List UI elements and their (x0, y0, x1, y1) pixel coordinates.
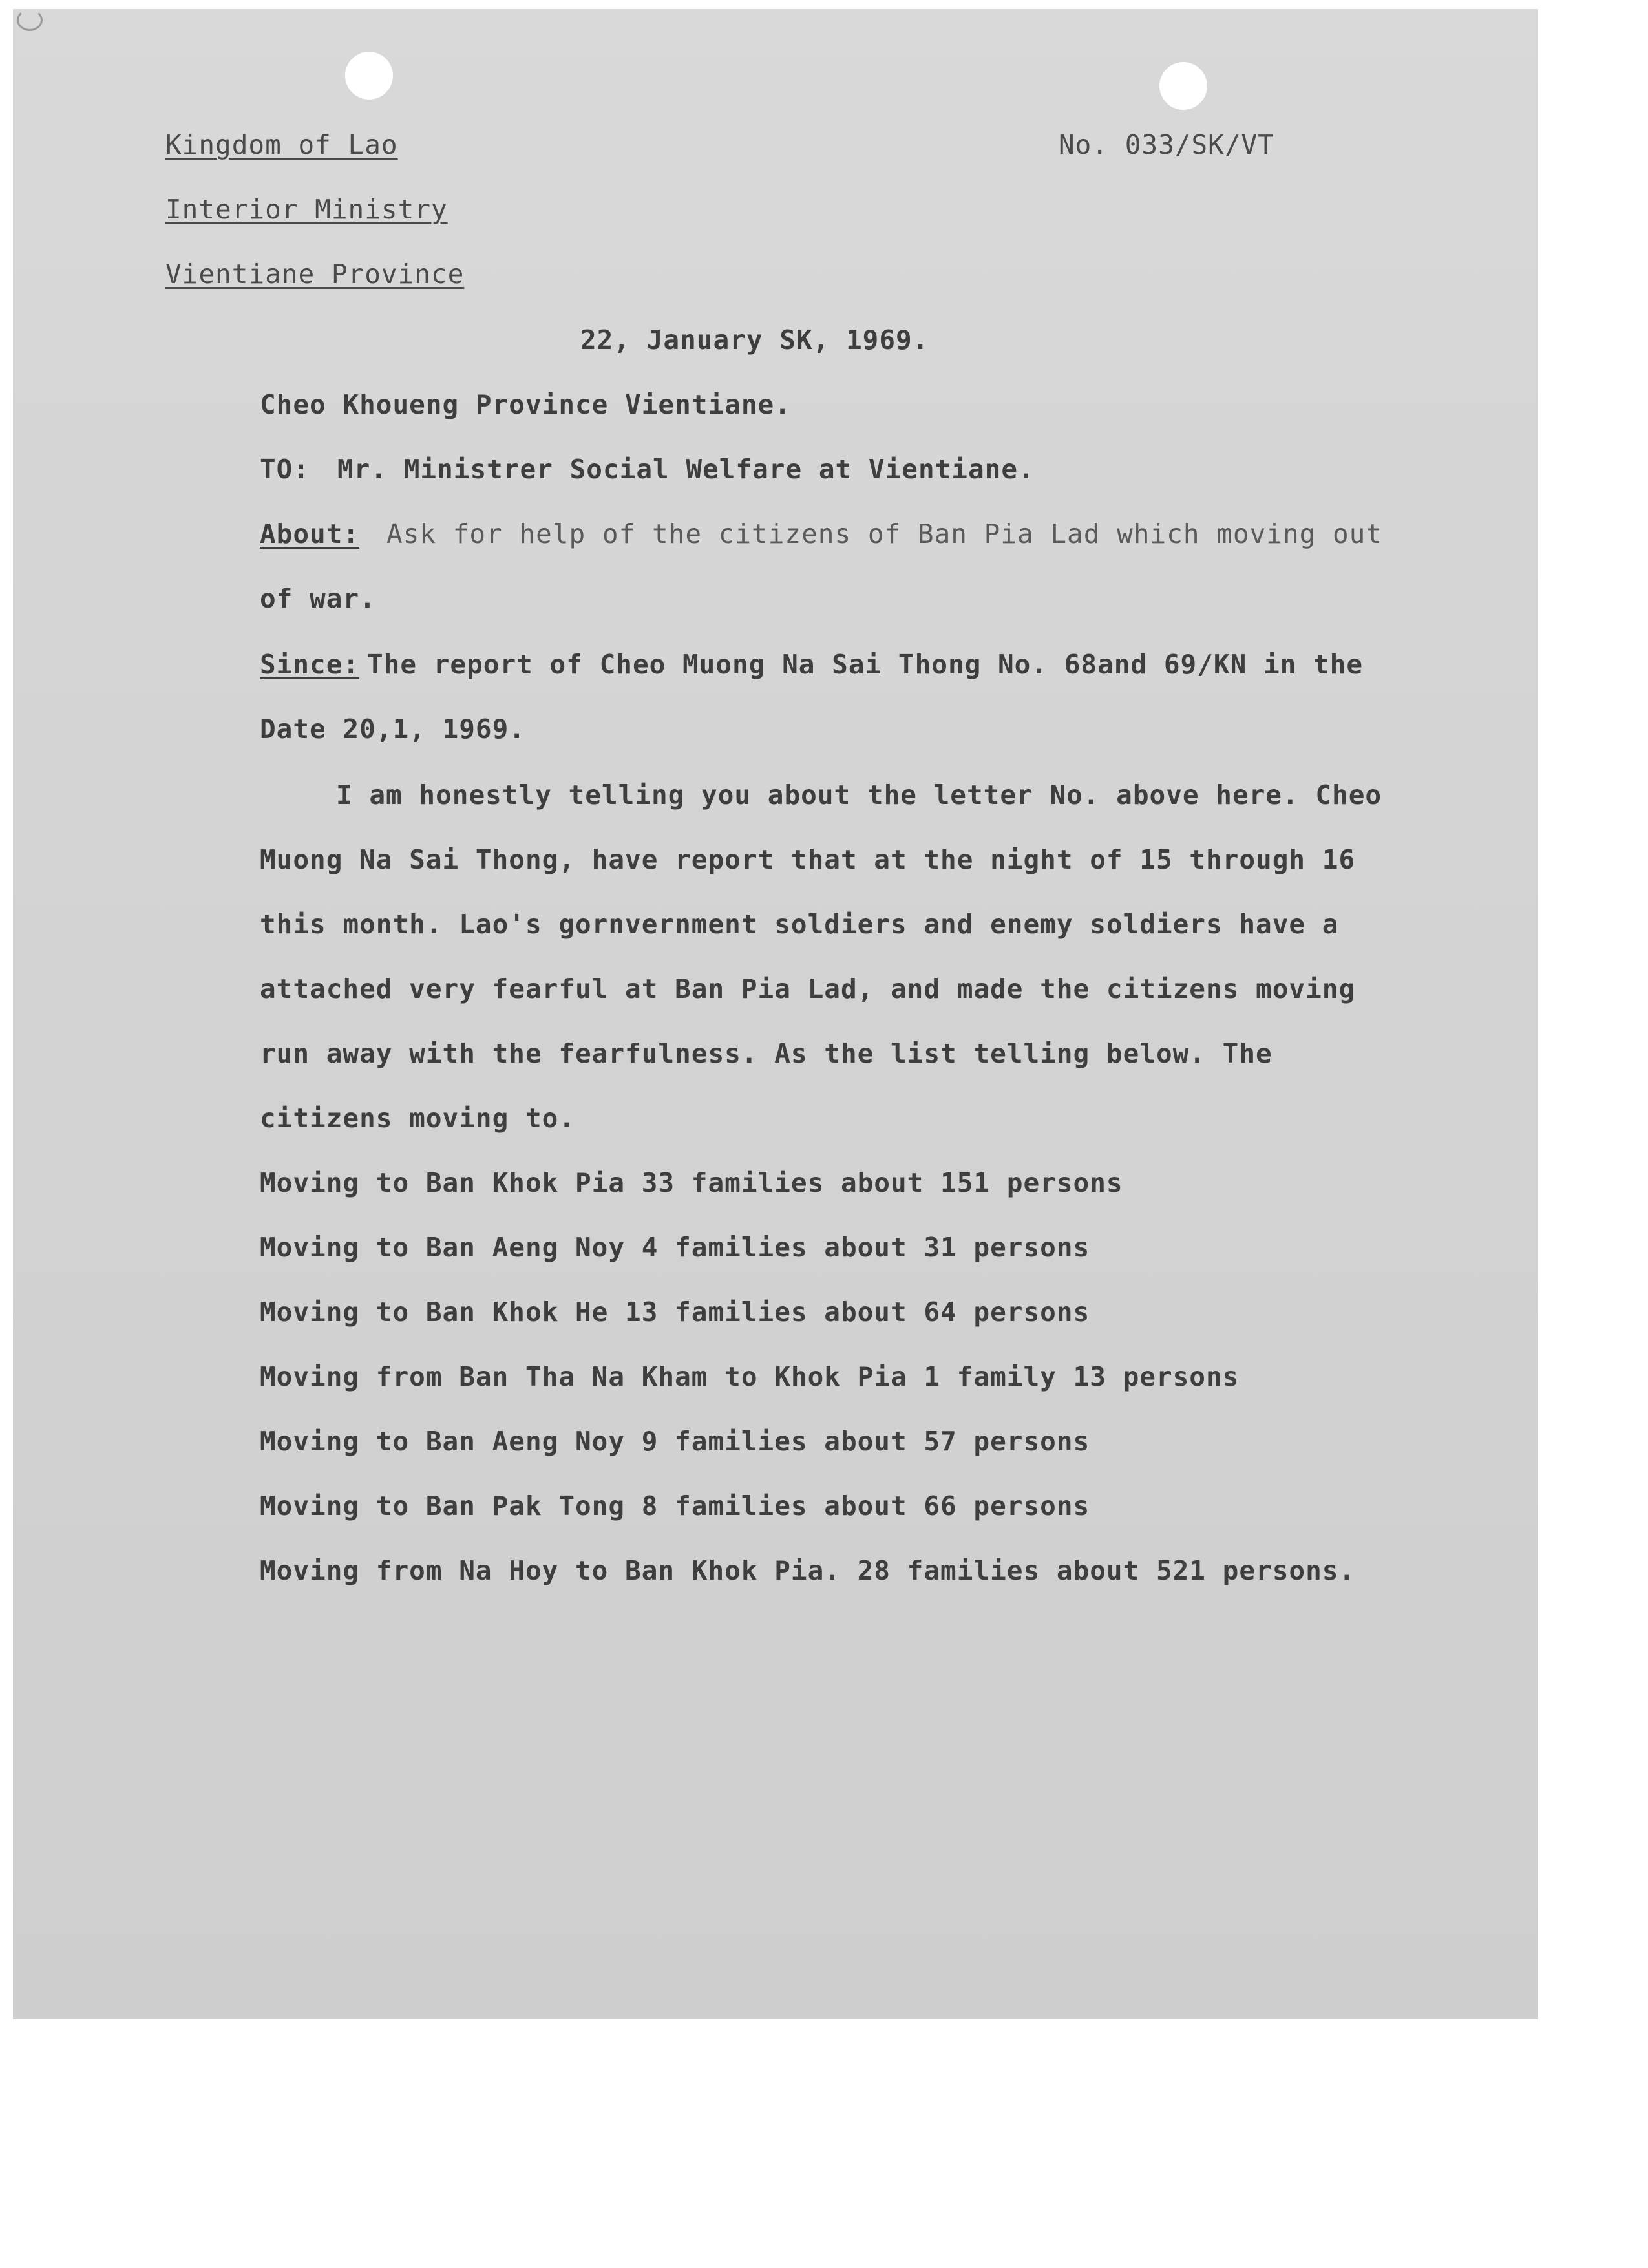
list-item: Moving to Ban Pak Tong 8 families about 66 persons (260, 1490, 1090, 1521)
to-text: Mr. Ministrer Social Welfare at Vientiane. (337, 454, 1035, 485)
list-item: Moving to Ban Khok He 13 families about 64 persons (260, 1297, 1090, 1328)
list-item: Moving from Na Hoy to Ban Khok Pia. 28 families about 521 persons. (260, 1555, 1356, 1586)
about-label: About: (260, 518, 360, 549)
since-text-line1: The report of Cheo Muong Na Sai Thong No. 68and 69/KN in the (367, 649, 1364, 680)
list-item: Moving from Ban Tha Na Kham to Khok Pia 1 family 13 persons (260, 1361, 1240, 1392)
to-label: TO: (260, 454, 310, 485)
list-item: Moving to Ban Aeng Noy 9 families about 57 persons (260, 1426, 1090, 1457)
body-line-6: citizens moving to. (260, 1103, 575, 1134)
body-line-3: this month. Lao's gornvernment soldiers and enemy soldiers have a (260, 909, 1339, 940)
document-page (13, 9, 1538, 2019)
list-item: Moving to Ban Khok Pia 33 families about 151 persons (260, 1167, 1123, 1198)
list-item: Moving to Ban Aeng Noy 4 families about 31 persons (260, 1232, 1090, 1263)
org-line-ministry: Interior Ministry (165, 194, 448, 225)
about-text-line2: of war. (260, 583, 376, 614)
org-line-kingdom: Kingdom of Lao (165, 129, 398, 160)
reference-number: No. 033/SK/VT (1059, 129, 1274, 160)
since-label: Since: (260, 649, 360, 680)
punch-hole-right (1159, 62, 1207, 110)
about-text-line1: Ask for help of the citizens of Ban Pia Lad which moving out (386, 518, 1383, 549)
body-line-1: I am honestly telling you about the letter No. above here. Cheo (336, 779, 1382, 811)
from-line: Cheo Khoueng Province Vientiane. (260, 389, 791, 420)
letter-date: 22, January SK, 1969. (580, 324, 929, 355)
body-line-5: run away with the fearfulness. As the list telling below. The (260, 1038, 1273, 1069)
body-line-4: attached very fearful at Ban Pia Lad, and made the citizens moving (260, 973, 1356, 1004)
since-text-line2: Date 20,1, 1969. (260, 714, 525, 745)
corner-mark (17, 9, 43, 31)
org-line-province: Vientiane Province (165, 259, 465, 290)
body-line-2: Muong Na Sai Thong, have report that at the night of 15 through 16 (260, 844, 1356, 875)
punch-hole-left (345, 52, 393, 100)
